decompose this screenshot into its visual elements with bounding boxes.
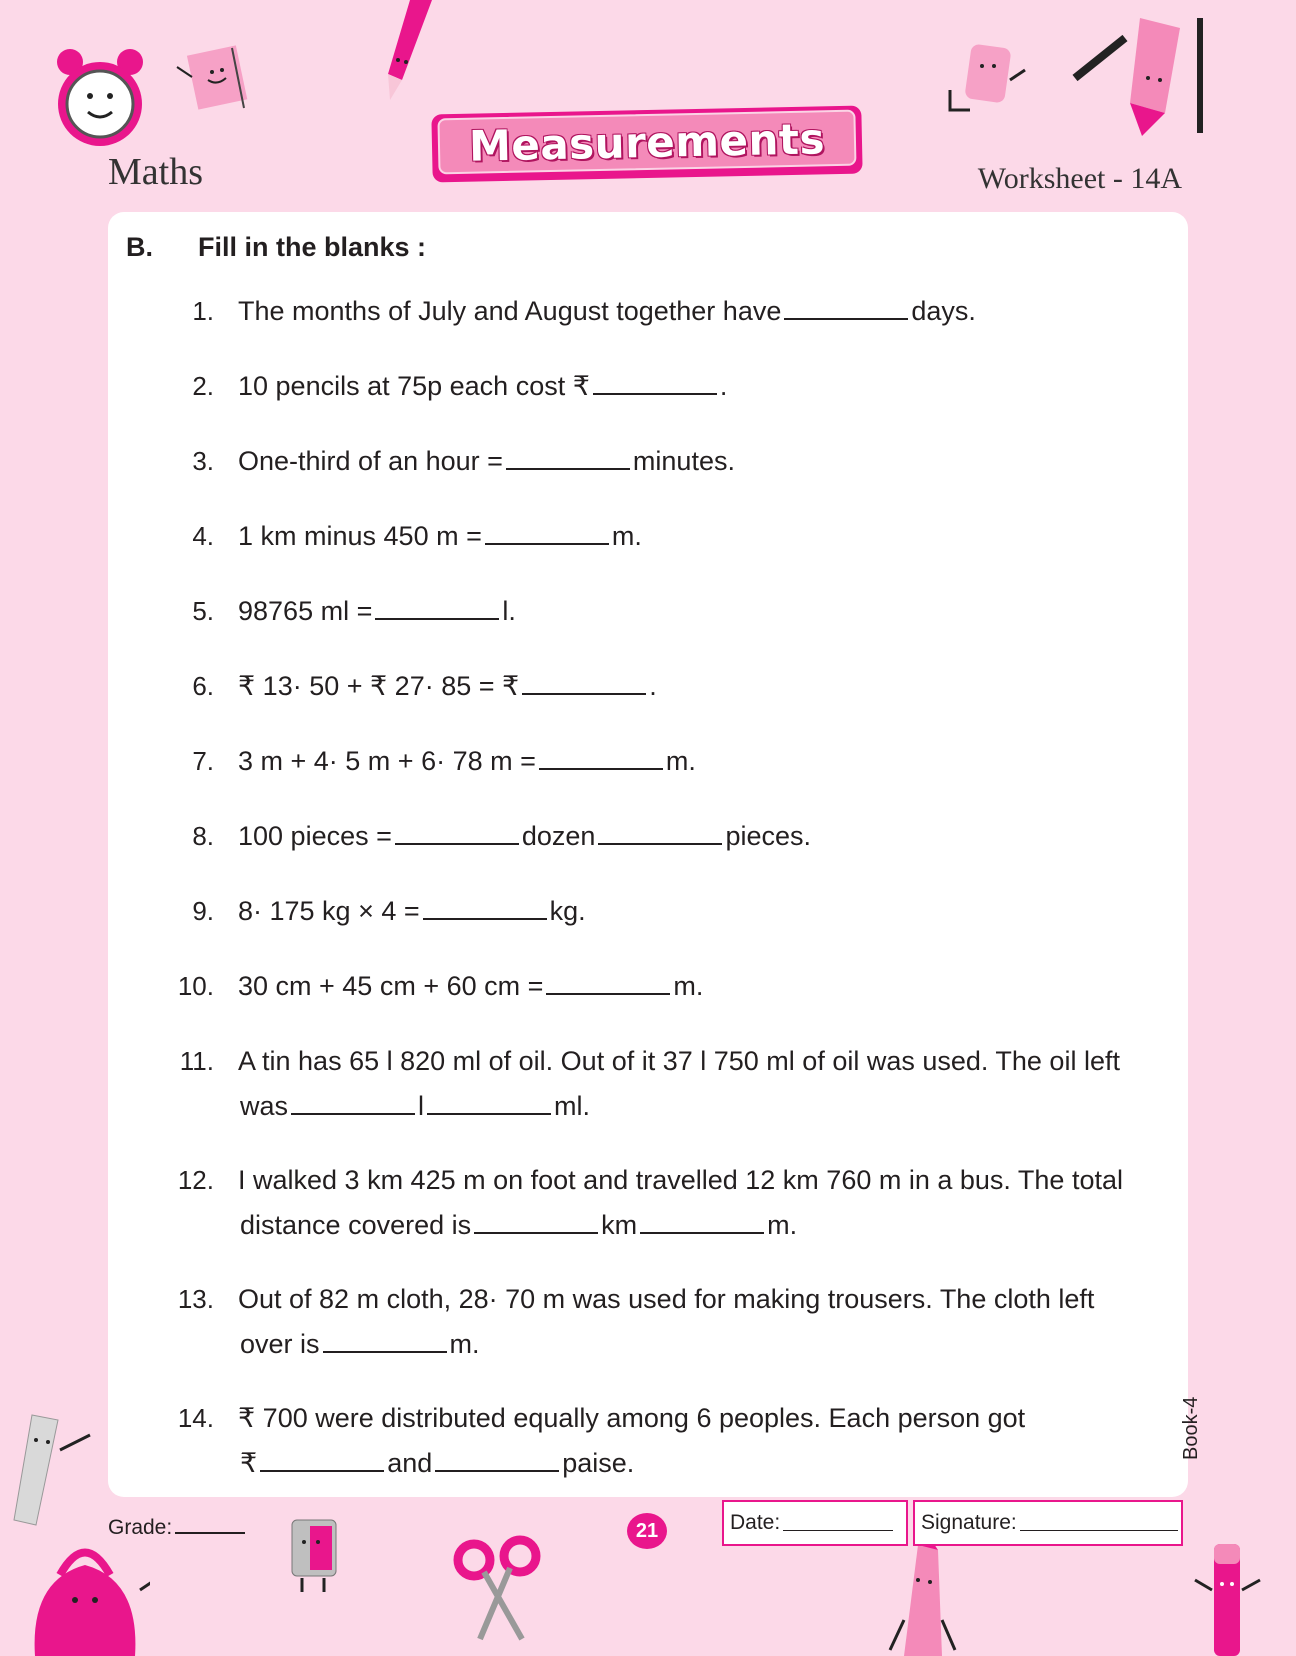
notepad-icon (172, 42, 262, 122)
question-5: 98765 ml = l. (238, 596, 516, 626)
question-number: 12. (177, 1165, 214, 1195)
answer-blank[interactable] (546, 971, 670, 995)
question-1: The months of July and August together have days. (238, 296, 976, 326)
answer-blank[interactable] (539, 746, 663, 770)
signature-blank[interactable] (1020, 1516, 1178, 1531)
answer-blank[interactable] (640, 1210, 764, 1234)
pencil-icon (380, 0, 440, 110)
answer-blank[interactable] (522, 671, 646, 695)
question-number: 10. (177, 971, 214, 1001)
question-7: 3 m + 4· 5 m + 6· 78 m = m. (238, 746, 696, 776)
question-4: 1 km minus 450 m = m. (238, 521, 642, 551)
question-11-line1: A tin has 65 l 820 ml of oil. Out of it 37 l 750 ml of oil was used. The oil left (238, 1046, 1120, 1076)
page-number-badge: 21 (627, 1513, 667, 1549)
question-number: 14. (177, 1403, 214, 1433)
answer-blank[interactable] (291, 1091, 415, 1115)
question-8: 100 pieces = dozen pieces. (238, 821, 812, 851)
date-box: Date: (722, 1500, 908, 1546)
question-12-line2: distance covered is km m. (240, 1210, 798, 1240)
question-12-line1: I walked 3 km 425 m on foot and travelled 12 km 760 m in a bus. The total (238, 1165, 1123, 1195)
answer-blank[interactable] (423, 896, 547, 920)
question-number: 2. (192, 371, 214, 401)
crayon-icon (880, 1540, 970, 1656)
grade-field: Grade: (108, 1516, 248, 1540)
question-number: 9. (192, 896, 214, 926)
question-number: 4. (192, 521, 214, 551)
question-number: 13. (177, 1284, 214, 1314)
question-9: 8· 175 kg × 4 = kg. (238, 896, 586, 926)
answer-blank[interactable] (375, 596, 499, 620)
scissors-icon (452, 1534, 542, 1644)
question-2: 10 pencils at 75p each cost ₹ . (238, 371, 728, 401)
answer-blank[interactable] (784, 296, 908, 320)
grade-blank[interactable] (175, 1516, 245, 1534)
answer-blank[interactable] (485, 521, 609, 545)
question-13-line1: Out of 82 m cloth, 28· 70 m was used for making trousers. The cloth left (238, 1284, 1095, 1314)
question-3: One-third of an hour = minutes. (238, 446, 735, 476)
answer-blank[interactable] (395, 821, 519, 845)
pencil-character-icon (1070, 8, 1210, 138)
sharpener-icon (280, 1516, 350, 1596)
answer-blank[interactable] (474, 1210, 598, 1234)
answer-blank[interactable] (506, 446, 630, 470)
pen-icon (1190, 1540, 1270, 1656)
question-number: 6. (192, 671, 214, 701)
question-number: 8. (192, 821, 214, 851)
question-14-line2: ₹ and paise. (240, 1448, 635, 1478)
bag-icon (20, 1520, 150, 1656)
answer-blank[interactable] (435, 1448, 559, 1472)
question-10: 30 cm + 45 cm + 60 cm = m. (238, 971, 704, 1001)
answer-blank[interactable] (260, 1448, 384, 1472)
answer-blank[interactable] (598, 821, 722, 845)
signature-box: Signature: (913, 1500, 1183, 1546)
worksheet-number: Worksheet - 14A (977, 162, 1182, 195)
answer-blank[interactable] (427, 1091, 551, 1115)
page-title: Measurements (468, 113, 826, 171)
eraser-icon (940, 40, 1030, 120)
question-13-line2: over is m. (240, 1329, 480, 1359)
answer-blank[interactable] (323, 1329, 447, 1353)
section-letter: B. (126, 232, 153, 262)
book-label: Book-4 (1180, 1396, 1202, 1460)
question-14-line1: ₹ 700 were distributed equally among 6 peoples. Each person got (238, 1403, 1026, 1433)
question-11-line2: was l ml. (240, 1091, 591, 1121)
question-number: 11. (179, 1046, 214, 1076)
question-number: 1. (192, 296, 214, 326)
date-blank[interactable] (783, 1516, 893, 1531)
answer-blank[interactable] (593, 371, 717, 395)
title-banner (431, 106, 862, 183)
question-number: 3. (192, 446, 214, 476)
question-number: 5. (192, 596, 214, 626)
alarm-clock-icon (50, 44, 150, 154)
question-6: ₹ 13· 50 + ₹ 27· 85 = ₹ . (238, 671, 657, 701)
section-title: Fill in the blanks : (198, 232, 427, 262)
subject-label: Maths (108, 151, 203, 193)
question-number: 7. (192, 746, 214, 776)
ruler-icon (10, 1410, 100, 1530)
